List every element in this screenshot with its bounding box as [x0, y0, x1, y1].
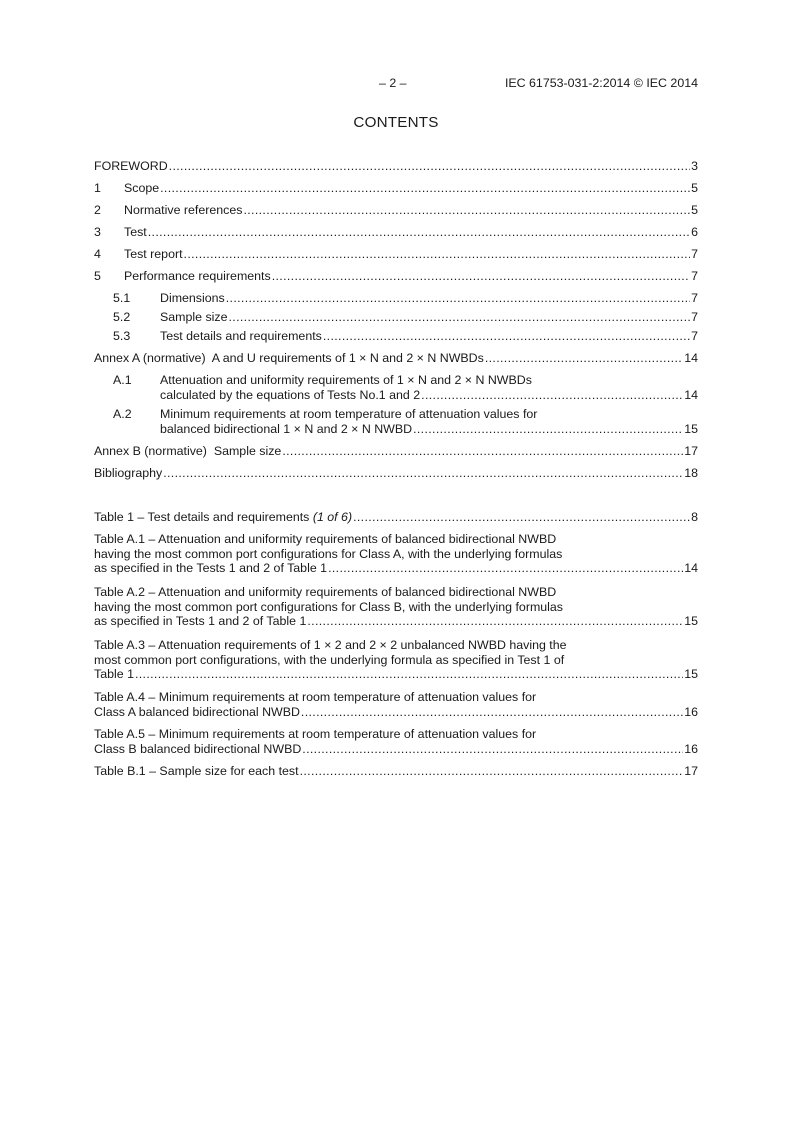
dot-leader — [282, 444, 683, 459]
dot-leader — [163, 466, 683, 481]
page-title: CONTENTS — [353, 114, 439, 131]
dot-leader — [307, 614, 683, 629]
dot-leader — [323, 329, 690, 344]
toc-page-number: 6 — [691, 225, 698, 239]
toc-page-number: 7 — [691, 291, 698, 305]
toc-entry-text-line1: Table A.3 – Attenuation requirements of 1 × 2 and 2 × 2 unbalanced NWBD having the — [94, 638, 567, 652]
toc-entry-text-line1: Minimum requirements at room temperature of attenuation values for — [160, 407, 538, 421]
standard-reference: IEC 61753-031-2:2014 © IEC 2014 — [504, 76, 698, 90]
dot-leader — [226, 291, 690, 306]
toc-entry-foreword[interactable] — [94, 159, 698, 174]
dot-leader — [160, 181, 690, 196]
toc-page-number: 18 — [684, 466, 698, 480]
toc-entry-annex-b[interactable] — [94, 444, 698, 459]
toc-entry-text: Annex B (normative) Sample size — [94, 444, 282, 458]
toc-page-number: 15 — [684, 667, 698, 681]
dot-leader — [272, 269, 690, 284]
toc-page-number: 14 — [684, 351, 698, 365]
dot-leader — [135, 667, 683, 682]
dot-leader — [229, 310, 691, 325]
toc-entry-text-line3: Table 1 — [94, 667, 134, 681]
toc-section-number: 3 — [94, 225, 101, 239]
toc-entry-text-line1: Table A.1 – Attenuation and uniformity requirements of balanced bidirectional NWBD — [94, 532, 557, 546]
toc-section-number: 5 — [94, 269, 101, 283]
toc-entry-text-line2: having the most common port configurations for Class B, with the underlying formulas — [94, 599, 563, 614]
toc-entry-test-details[interactable] — [113, 329, 698, 344]
toc-entry-text: Bibliography — [94, 466, 163, 480]
dot-leader — [184, 247, 691, 262]
dot-leader — [413, 422, 683, 437]
toc-section-number: 1 — [94, 181, 101, 195]
toc-entry-text-line2: most common port configurations, with the underlying formula as specified in Test 1 of — [94, 652, 565, 667]
page-number: – 2 – — [379, 76, 407, 90]
toc-entry-table-a5[interactable] — [94, 727, 698, 756]
toc-section-number: 5.3 — [113, 329, 131, 343]
toc-entry-dimensions[interactable] — [113, 291, 698, 306]
toc-page-number: 7 — [691, 329, 698, 343]
toc-section-number: 4 — [94, 247, 101, 261]
dot-leader — [300, 764, 684, 779]
toc-entry-text: Test report — [124, 247, 183, 261]
dot-leader — [169, 159, 690, 174]
toc-entry-text: Table 1 – Test details and requirements — [94, 510, 313, 524]
toc-entry-table-a2[interactable] — [94, 585, 698, 629]
toc-entry-text: Performance requirements — [124, 269, 271, 283]
toc-entry-scope[interactable] — [94, 181, 698, 196]
toc-entry-table-1[interactable] — [94, 510, 698, 525]
toc-page-number: 5 — [691, 203, 698, 217]
toc-entry-test[interactable] — [94, 225, 698, 240]
dot-leader — [328, 561, 683, 576]
dot-leader — [421, 388, 683, 403]
toc-page-number: 7 — [691, 269, 698, 283]
toc-section-number: A.1 — [113, 373, 132, 387]
dot-leader — [302, 742, 683, 757]
toc-entry-text: Test — [124, 225, 147, 239]
toc-entry-text-line2: Class B balanced bidirectional NWBD — [94, 741, 302, 756]
toc-entry-text: FOREWORD — [94, 159, 168, 173]
dot-leader — [485, 351, 683, 366]
toc-entry-sample-size[interactable] — [113, 310, 698, 325]
toc-section-number: 2 — [94, 203, 101, 217]
toc-page-number: 14 — [684, 561, 698, 575]
toc-entry-annex-a[interactable] — [94, 351, 698, 366]
toc-entry-text-line2: having the most common port configurations for Class A, with the underlying formulas — [94, 546, 563, 561]
toc-page-number: 16 — [684, 704, 698, 719]
dot-leader — [353, 510, 690, 525]
toc-entry-text: Annex A (normative) A and U requirements of 1 × N and 2 × N NWBDs — [94, 351, 484, 365]
toc-page-number: 17 — [684, 764, 698, 778]
toc-entry-text: Dimensions — [160, 291, 225, 305]
dot-leader — [148, 225, 690, 240]
toc-section-number: 5.1 — [113, 291, 131, 305]
toc-entry-text: Scope — [124, 181, 160, 195]
toc-entry-text-line2: Class A balanced bidirectional NWBD — [94, 704, 300, 719]
toc-entry-table-a1[interactable] — [94, 532, 698, 576]
toc-page-number: 15 — [684, 614, 698, 628]
toc-page-number: 8 — [691, 510, 698, 524]
toc-page-number: 17 — [684, 444, 698, 458]
toc-entry-text-line1: Table A.5 – Minimum requirements at room temperature of attenuation values for — [94, 727, 537, 741]
toc-page-number: 14 — [684, 387, 698, 402]
dot-leader — [243, 203, 690, 218]
page-header — [94, 76, 698, 92]
toc-entry-text-line1: Attenuation and uniformity requirements of 1 × N and 2 × N NWBDs — [160, 373, 532, 387]
dot-leader — [301, 705, 683, 720]
toc-section-number: 5.2 — [113, 310, 131, 324]
toc-entry-text: Test details and requirements — [160, 329, 322, 343]
toc-page-number: 5 — [691, 181, 698, 195]
toc-entry-text-line2: calculated by the equations of Tests No.1 and 2 — [160, 387, 421, 402]
toc-entry-text: Sample size — [160, 310, 228, 324]
toc-entry-normative-references[interactable] — [94, 203, 698, 218]
toc-entry-bibliography[interactable] — [94, 466, 698, 481]
toc-entry-annex-a2[interactable] — [113, 407, 698, 436]
toc-page-number: 16 — [684, 741, 698, 756]
toc-entry-text-line3: as specified in the Tests 1 and 2 of Table 1 — [94, 561, 328, 575]
toc-entry-italic-note: (1 of 6) — [312, 510, 353, 524]
toc-page-number: 7 — [691, 310, 698, 324]
toc-entry-text-line3: as specified in Tests 1 and 2 of Table 1 — [94, 614, 307, 628]
toc-entry-text-line1: Table A.2 – Attenuation and uniformity requirements of balanced bidirectional NWBD — [94, 585, 557, 599]
toc-entry-performance-requirements[interactable] — [94, 269, 698, 284]
toc-entry-text-line2: balanced bidirectional 1 × N and 2 × N NWBD — [160, 421, 413, 436]
toc-page-number: 3 — [691, 159, 698, 173]
toc-entry-test-report[interactable] — [94, 247, 698, 262]
toc-page-number: 15 — [684, 421, 698, 436]
toc-entry-table-a3[interactable] — [94, 638, 698, 682]
toc-entry-table-a4[interactable] — [94, 690, 698, 719]
toc-entry-annex-a1[interactable] — [113, 373, 698, 402]
toc-entry-text: Table B.1 – Sample size for each test — [94, 764, 299, 778]
toc-page-number: 7 — [691, 247, 698, 261]
toc-entry-text: Normative references — [124, 203, 243, 217]
toc-entry-text-line1: Table A.4 – Minimum requirements at room temperature of attenuation values for — [94, 690, 537, 704]
toc-entry-table-b1[interactable] — [94, 764, 698, 779]
toc-section-number: A.2 — [113, 407, 132, 421]
